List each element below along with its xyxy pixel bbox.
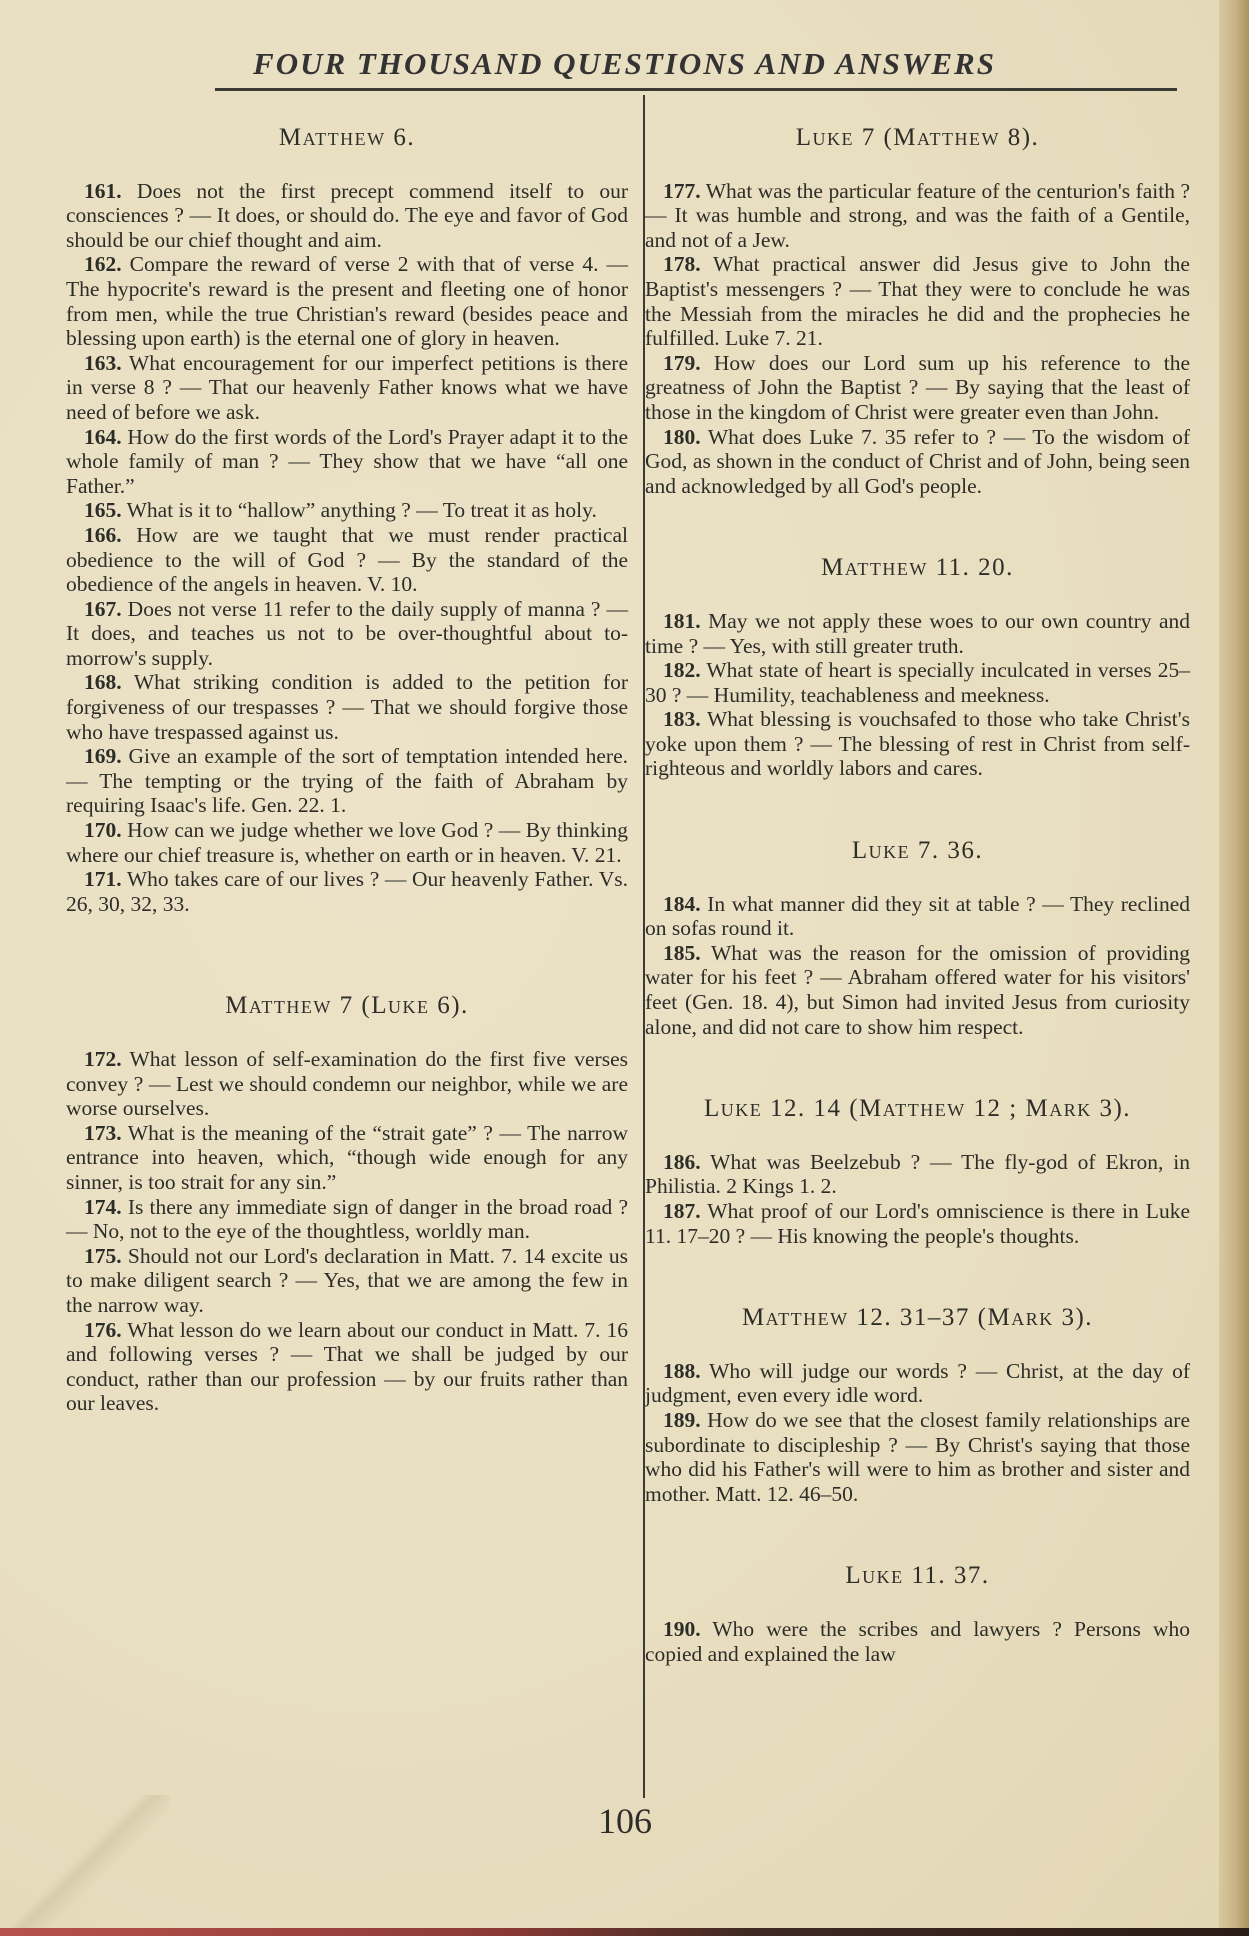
qa-text: In what manner did they sit at table ? — They reclined on sofas round it. — [645, 891, 1191, 941]
section-title: Luke 7 (Matthew 8). — [795, 124, 1040, 151]
qa-item — [645, 351, 1190, 425]
qa-number: 165. — [84, 498, 122, 523]
section-title: Luke 7. 36. — [851, 837, 984, 865]
section-title: Matthew 7 (Luke 6). — [225, 992, 469, 1020]
qa-text: What is it to “hallow” anything ? — To treat it as holy. — [126, 498, 597, 523]
qa-text: What striking condition is added to the petition for forgiveness of our trespasses ? — That we should forgive those who have trespassed against us. — [66, 670, 628, 744]
qa-number: 184. — [663, 891, 701, 916]
page-number: 106 — [598, 1801, 652, 1841]
qa-text: What practical answer did Jesus give to John the Baptist's messengers ? — That they were to conclude he was the Messiah from the miracles he did and the prophecies he fulfilled. Luke 7. 21. — [645, 252, 1190, 351]
qa-number: 169. — [84, 744, 122, 769]
qa-item — [645, 707, 1190, 781]
section-spacer — [645, 1506, 1190, 1548]
qa-item — [66, 523, 628, 597]
qa-number: 167. — [84, 596, 122, 621]
qa-item — [66, 252, 628, 350]
qa-number: 173. — [84, 1120, 122, 1145]
section-spacer — [645, 498, 1190, 540]
header-rule — [215, 88, 1177, 91]
qa-text: What encouragement for our imperfect petitions is there in verse 8 ? — That our heavenly Father knows what we have need of before we ask. — [66, 350, 628, 424]
qa-text: Does not verse 11 refer to the daily supply of manna ? — It does, and teaches us not to be over-thoughtful about to-morrow's supply. — [66, 596, 629, 670]
qa-item — [66, 867, 628, 916]
section-spacer — [645, 1039, 1190, 1081]
qa-item — [66, 818, 628, 867]
book-spine-edge — [1219, 0, 1249, 1936]
section-title: Matthew 6. — [278, 124, 416, 151]
left-column — [66, 110, 628, 1416]
qa-text: How are we taught that we must render practical obedience to the will of God ? — By the standard of the obedience of the angels in heaven. V. 10. — [66, 522, 628, 597]
qa-number: 185. — [663, 940, 701, 965]
qa-item — [66, 597, 628, 671]
qa-text: What was the reason for the omission of providing water for his feet ? — Abraham offered water for his visitors' feet (Gen. 18. 4), but Simon had invited Jesus from curiosity alone, and did not care to show him respect. — [645, 940, 1190, 1039]
qa-text: How can we judge whether we love God ? — By thinking where our chief treasure is, whether on earth or in heaven. V. 21. — [66, 818, 629, 867]
qa-item — [645, 609, 1190, 658]
qa-text: How does our Lord sum up his reference to the greatness of John the Baptist ? — By saying that the least of those in the kingdom of Christ were greater even than John. — [645, 350, 1190, 424]
qa-text: What blessing is vouchsafed to those who take Christ's yoke upon them ? — The blessing of rest in Christ from self-righteous and worldly labors and cares. — [645, 707, 1190, 781]
page-fold-shadow — [0, 1795, 170, 1935]
qa-number: 178. — [663, 252, 701, 277]
qa-item — [645, 892, 1190, 941]
qa-number: 181. — [663, 608, 701, 633]
qa-text: What was Beelzebub ? — The fly-god of Ekron, in Philistia. 2 Kings 1. 2. — [645, 1149, 1190, 1199]
qa-item — [645, 658, 1190, 707]
qa-item — [66, 179, 628, 253]
qa-text: Who will judge our words ? — Christ, at the day of judgment, even every idle word. — [645, 1358, 1190, 1408]
right-column — [645, 110, 1190, 1666]
qa-item — [645, 1150, 1190, 1199]
qa-number: 171. — [84, 867, 122, 892]
qa-text: What lesson do we learn about our conduct in Matt. 7. 16 and following verses ? — That we shall be judged by our conduct, rather than our profession — by our fruits rather than our leaves. — [66, 1317, 628, 1416]
qa-item — [66, 351, 628, 425]
qa-text: What does Luke 7. 35 refer to ? — To the wisdom of God, as shown in the conduct of Christ and of John, being seen and acknowledged by all God's people. — [645, 424, 1190, 498]
qa-text: What lesson of self-examination do the first five verses convey ? — Lest we should condemn our neighbor, while we are worse ourselves. — [66, 1047, 628, 1121]
qa-number: 177. — [663, 178, 701, 203]
qa-text: May we not apply these woes to our own country and time ? — Yes, with still greater truth. — [645, 608, 1190, 658]
qa-text: What proof of our Lord's omniscience is there in Luke 11. 17–20 ? — His knowing the people's thoughts. — [645, 1199, 1190, 1248]
qa-number: 170. — [84, 818, 122, 843]
qa-number: 174. — [84, 1194, 122, 1219]
qa-item — [645, 1359, 1190, 1408]
qa-item — [66, 744, 628, 818]
qa-item — [645, 941, 1190, 1039]
page-bottom-edge — [0, 1928, 1249, 1936]
qa-number: 166. — [84, 522, 122, 547]
qa-number: 163. — [84, 350, 122, 375]
qa-number: 182. — [663, 658, 701, 683]
qa-text: Is there any immediate sign of danger in the broad road ? — No, not to the eye of the thoughtless, worldly man. — [66, 1194, 629, 1244]
section-spacer — [645, 781, 1190, 823]
qa-number: 175. — [84, 1243, 122, 1268]
qa-item — [66, 1047, 628, 1121]
qa-text: How do we see that the closest family relationships are subordinate to discipleship ? — By Christ's saying that those who did his Father's will were to him as brother and sister and mother. Matt. 12. 46–50. — [645, 1407, 1191, 1506]
qa-item — [66, 1121, 628, 1195]
qa-item — [645, 1617, 1190, 1666]
qa-item — [66, 498, 628, 523]
qa-text: Who were the scribes and lawyers ? Persons who copied and explained the law — [645, 1616, 1190, 1666]
qa-number: 189. — [663, 1407, 701, 1432]
qa-number: 161. — [84, 178, 122, 203]
qa-number: 179. — [663, 350, 701, 375]
section-title: Matthew 11. 20. — [821, 554, 1014, 582]
qa-text: Does not the first precept commend itself to our consciences ? — It does, or should do. The eye and favor of God should be our chief thought and aim. — [66, 178, 628, 252]
qa-number: 168. — [84, 670, 122, 695]
qa-number: 186. — [663, 1149, 701, 1174]
qa-text: Who takes care of our lives ? — Our heavenly Father. Vs. 26, 30, 32, 33. — [66, 867, 628, 916]
section-title: Luke 11. 37. — [845, 1562, 990, 1590]
qa-item — [645, 425, 1190, 499]
section-title: Luke 12. 14 (Matthew 12 ; Mark 3). — [703, 1095, 1132, 1123]
running-head: FOUR THOUSAND QUESTIONS AND ANSWERS — [253, 46, 996, 81]
qa-item — [66, 670, 628, 744]
section-spacer — [66, 916, 628, 978]
qa-number: 180. — [663, 424, 701, 449]
qa-number: 164. — [84, 424, 122, 449]
qa-item — [66, 1195, 628, 1244]
qa-text: What is the meaning of the “strait gate” ? — The narrow entrance into heaven, which, “though wide enough for any sinner, is too strait for any sin.” — [66, 1120, 628, 1194]
qa-number: 172. — [84, 1047, 122, 1071]
qa-number: 188. — [663, 1358, 701, 1383]
qa-number: 187. — [663, 1199, 701, 1223]
qa-number: 176. — [84, 1317, 122, 1342]
qa-item — [66, 1244, 628, 1318]
qa-item — [645, 252, 1190, 350]
qa-text: What state of heart is specially inculcated in verses 25–30 ? — Humility, teachableness and meekness. — [645, 658, 1190, 707]
qa-number: 183. — [663, 707, 701, 732]
qa-number: 190. — [663, 1616, 701, 1641]
qa-item — [66, 425, 628, 499]
qa-item — [645, 179, 1190, 253]
qa-text: How do the first words of the Lord's Prayer adapt it to the whole family of man ? — They show that we have “all one Father.” — [66, 424, 629, 498]
qa-item — [645, 1199, 1190, 1248]
qa-text: Should not our Lord's declaration in Matt. 7. 14 excite us to make diligent search ? — Yes, that we are among the few in the narrow way. — [66, 1243, 629, 1317]
section-spacer — [645, 1248, 1190, 1290]
qa-number: 162. — [84, 252, 122, 277]
qa-text: Give an example of the sort of temptation intended here. — The tempting or the trying of the faith of Abraham by requiring Isaac's life. Gen. 22. 1. — [66, 744, 629, 818]
qa-text: What was the particular feature of the centurion's faith ? — It was humble and strong, and was the faith of a Gentile, and not of a Jew. — [645, 178, 1190, 252]
qa-item — [66, 1318, 628, 1416]
qa-item — [645, 1408, 1190, 1506]
section-title: Matthew 12. 31–37 (Mark 3). — [741, 1304, 1094, 1332]
qa-text: Compare the reward of verse 2 with that of verse 4. — The hypocrite's reward is the present and fleeting one of honor from men, while the true Christian's reward (besides peace and blessing upon earth) is the eternal one of glory in heaven. — [66, 252, 629, 351]
